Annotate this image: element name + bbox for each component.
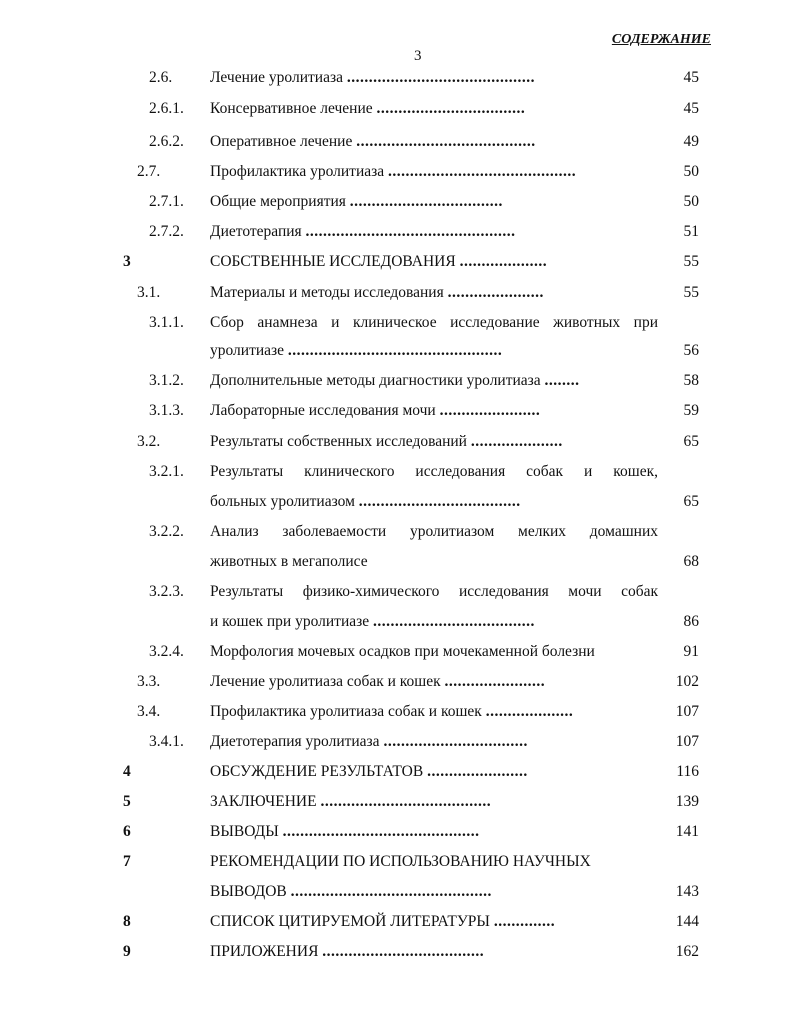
toc-entry-page: 162 <box>675 943 699 960</box>
toc-entry-leader-dots: ....................................... <box>320 793 492 810</box>
toc-entry-title-text: Общие мероприятия <box>210 193 346 210</box>
toc-entry-title <box>210 192 503 212</box>
toc-entry-page: 139 <box>675 793 699 810</box>
toc-entry-title <box>210 68 535 88</box>
toc-entry-number: 5 <box>123 793 131 810</box>
toc-entry-leader-dots: ......................................... <box>356 133 536 150</box>
toc-entry-page: 141 <box>675 823 699 840</box>
toc-entry-title <box>210 462 658 482</box>
toc-entry-number: 9 <box>123 943 131 960</box>
toc-entry-leader-dots: ................................................ <box>305 223 516 240</box>
toc-entry-leader-dots: .................... <box>485 703 574 720</box>
toc-entry-title <box>210 132 536 152</box>
toc-entry-number: 2.7. <box>137 163 161 180</box>
toc-entry-leader-dots: ........................................... <box>346 69 535 86</box>
toc-entry-number: 3.3. <box>137 673 161 690</box>
toc-entry-number: 3.4. <box>137 703 161 720</box>
toc-entry-leader-dots: ...................... <box>447 284 544 301</box>
toc-entry-title <box>210 401 540 421</box>
toc-entry-title-text: Диетотерапия уролитиаза <box>210 733 380 750</box>
toc-entry-title <box>210 852 591 872</box>
toc-entry-number: 3 <box>123 253 131 270</box>
toc-entry-number: 3.2.2. <box>149 523 184 540</box>
toc-entry-title-text: СПИСОК ЦИТИРУЕМОЙ ЛИТЕРАТУРЫ <box>210 913 490 930</box>
toc-entry-title <box>210 492 521 512</box>
toc-entry-title-text: ПРИЛОЖЕНИЯ <box>210 943 319 960</box>
toc-entry-title <box>210 612 535 632</box>
toc-entry-leader-dots: .............. <box>493 913 556 930</box>
toc-entry-title-text: Материалы и методы исследования <box>210 284 444 301</box>
toc-entry-number: 3.1. <box>137 284 161 301</box>
toc-entry-title <box>210 283 544 303</box>
toc-entry-title <box>210 792 491 812</box>
toc-entry-title <box>210 912 555 932</box>
toc-entry-page: 68 <box>683 553 699 570</box>
toc-entry-number: 3.1.3. <box>149 402 184 419</box>
toc-entry-number: 8 <box>123 913 131 930</box>
toc-entry-title-text: Результаты клинического исследования собак и кошек, <box>210 463 658 480</box>
toc-entry-title <box>210 732 528 752</box>
toc-entry-page: 55 <box>683 253 699 270</box>
toc-entry-leader-dots: .............................................. <box>290 883 492 900</box>
toc-entry-leader-dots: ........ <box>544 372 580 389</box>
toc-entry-page: 144 <box>675 913 699 930</box>
toc-entry-title-text: Дополнительные методы диагностики уролитиаза <box>210 372 541 389</box>
toc-entry-title <box>210 99 525 119</box>
toc-entry-page: 58 <box>683 372 699 389</box>
toc-entry-number: 2.7.1. <box>149 193 184 210</box>
toc-entry-title-text: больных уролитиазом <box>210 493 355 510</box>
toc-entry-page: 143 <box>675 883 699 900</box>
toc-entry-leader-dots: ........................................... <box>388 163 577 180</box>
toc-entry-page: 59 <box>683 402 699 419</box>
toc-entry-number: 6 <box>123 823 131 840</box>
toc-entry-page: 102 <box>675 673 699 690</box>
toc-entry-title-text: Сбор анамнеза и клиническое исследование животных при <box>210 314 658 331</box>
toc-entry-title-text: и кошек при уролитиазе <box>210 613 370 630</box>
toc-entry-number: 7 <box>123 853 131 870</box>
toc-entry-title <box>210 552 368 572</box>
toc-entry-title <box>210 432 563 452</box>
toc-entry-title-text: Диетотерапия <box>210 223 302 240</box>
toc-entry-title-text: ОБСУЖДЕНИЕ РЕЗУЛЬТАТОВ <box>210 763 424 780</box>
toc-entry-page: 50 <box>683 163 699 180</box>
toc-entry-title-text: Анализ заболеваемости уролитиазом мелких домашних <box>210 523 658 540</box>
toc-entry-page: 65 <box>683 493 699 510</box>
toc-entry-leader-dots: ................................... <box>349 193 503 210</box>
toc-entry-page: 49 <box>683 133 699 150</box>
toc-entry-page: 116 <box>676 763 699 780</box>
toc-entry-title <box>210 672 545 692</box>
toc-entry-page: 45 <box>683 69 699 86</box>
toc-entry-page: 107 <box>675 703 699 720</box>
toc-entry-title-text: ВЫВОДЫ <box>210 823 279 840</box>
toc-entry-title-text: РЕКОМЕНДАЦИИ ПО ИСПОЛЬЗОВАНИЮ НАУЧНЫХ <box>210 853 591 870</box>
toc-entry-number: 2.7.2. <box>149 223 184 240</box>
toc-entry-title <box>210 942 484 962</box>
toc-entry-title-text: ВЫВОДОВ <box>210 883 287 900</box>
toc-entry-title-text: Оперативное лечение <box>210 133 353 150</box>
toc-entry-title-text: Результаты физико-химического исследования мочи собак <box>210 583 658 600</box>
toc-entry-page: 50 <box>683 193 699 210</box>
toc-entry-title <box>210 822 479 842</box>
toc-entry-number: 3.2. <box>137 433 161 450</box>
toc-entry-number: 4 <box>123 763 131 780</box>
toc-entry-number: 3.1.1. <box>149 314 184 331</box>
toc-entry-leader-dots: ............................................. <box>282 823 480 840</box>
toc-entry-leader-dots: ..................... <box>470 433 563 450</box>
toc-entry-leader-dots: ..................................... <box>358 493 521 510</box>
toc-entry-number: 3.2.3. <box>149 583 184 600</box>
toc-entry-page: 91 <box>683 643 699 660</box>
toc-entry-title-text: Профилактика уролитиаза <box>210 163 385 180</box>
toc-entry-title-text: Лабораторные исследования мочи <box>210 402 436 419</box>
toc-entry-number: 3.2.4. <box>149 643 184 660</box>
toc-entry-title <box>210 882 492 902</box>
toc-entry-title <box>210 222 516 242</box>
toc-entry-page: 86 <box>683 613 699 630</box>
toc-entry-title-text: Консервативное лечение <box>210 100 373 117</box>
toc-entry-leader-dots: ....................... <box>427 763 528 780</box>
toc-entry-title-text: животных в мегаполисе <box>210 553 368 570</box>
toc-entry-number: 2.6.1. <box>149 100 184 117</box>
toc-entry-leader-dots: .................................. <box>376 100 526 117</box>
toc-entry-number: 3.4.1. <box>149 733 184 750</box>
toc-entry-title-text: Морфология мочевых осадков при мочекаменной болезни <box>210 643 595 660</box>
toc-entry-leader-dots: ................................. <box>383 733 528 750</box>
toc-entry-title <box>210 642 595 662</box>
toc-entry-number: 2.6. <box>149 69 173 86</box>
toc-entry-title <box>210 371 580 391</box>
toc-entry-title <box>210 252 547 272</box>
toc-entry-title-text: Лечение уролитиаза <box>210 69 343 86</box>
toc-entry-page: 65 <box>683 433 699 450</box>
toc-entry-title-text: Результаты собственных исследований <box>210 433 467 450</box>
toc-entry-number: 2.6.2. <box>149 133 184 150</box>
toc-entry-page: 55 <box>683 284 699 301</box>
toc-entry-title-text: СОБСТВЕННЫЕ ИССЛЕДОВАНИЯ <box>210 253 456 270</box>
section-label: СОДЕРЖАНИЕ <box>611 32 711 47</box>
toc-entry-title <box>210 582 658 602</box>
toc-entry-title-text: ЗАКЛЮЧЕНИЕ <box>210 793 317 810</box>
toc-entry-title-text: Профилактика уролитиаза собак и кошек <box>210 703 482 720</box>
toc-entry-page: 107 <box>675 733 699 750</box>
toc-entry-leader-dots: ..................................... <box>322 943 485 960</box>
toc-entry-leader-dots: ....................... <box>439 402 541 419</box>
toc-entry-title <box>210 762 528 782</box>
page-number: 3 <box>414 48 422 64</box>
toc-entry-title <box>210 522 658 542</box>
toc-entry-title <box>210 313 658 333</box>
toc-entry-number: 3.1.2. <box>149 372 184 389</box>
toc-entry-title-text: Лечение уролитиаза собак и кошек <box>210 673 441 690</box>
toc-entry-page: 51 <box>683 223 699 240</box>
toc-entry-title <box>210 341 502 361</box>
toc-entry-page: 45 <box>683 100 699 117</box>
toc-entry-leader-dots: ................................................. <box>287 342 503 359</box>
toc-entry-leader-dots: .................... <box>459 253 548 270</box>
toc-entry-leader-dots: ....................... <box>444 673 546 690</box>
toc-entry-leader-dots: ..................................... <box>373 613 535 630</box>
toc-entry-page: 56 <box>683 342 699 359</box>
toc-entry-title <box>210 702 573 722</box>
toc-entry-number: 3.2.1. <box>149 463 184 480</box>
toc-entry-title-text: уролитиазе <box>210 342 285 359</box>
toc-entry-title <box>210 162 576 182</box>
